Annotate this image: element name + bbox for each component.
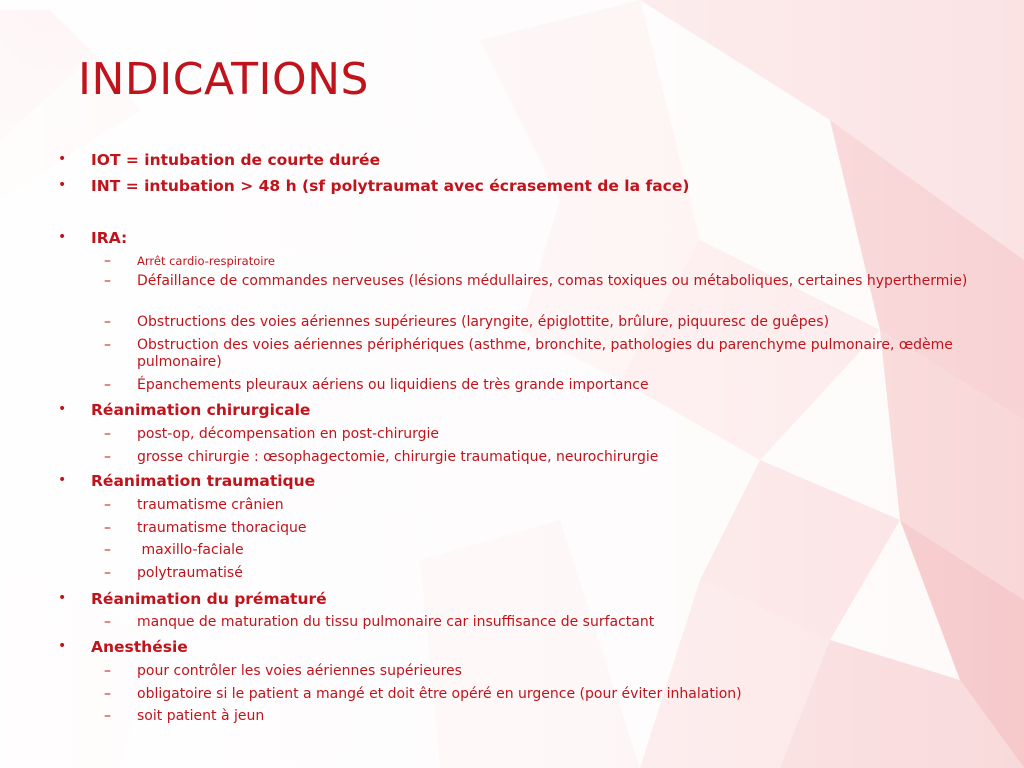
bullet-item: Anesthésie <box>91 638 188 656</box>
bullet-item: Réanimation du prématuré <box>91 590 327 608</box>
dash-marker: – <box>104 542 111 558</box>
sub-item: polytraumatisé <box>137 565 243 581</box>
bullet-item: Réanimation traumatique <box>91 472 316 490</box>
dash-marker: – <box>104 449 111 465</box>
sub-item: pour contrôler les voies aériennes supérieures <box>137 663 462 679</box>
dash-marker: – <box>104 520 111 536</box>
bullet-item: INT = intubation > 48 h (sf polytraumat avec écrasement de la face) <box>91 177 690 195</box>
bullet-item: Réanimation chirurgicale <box>91 401 311 419</box>
sub-item: traumatisme thoracique <box>137 520 307 536</box>
sub-item: Obstructions des voies aériennes supérieures (laryngite, épiglottite, brûlure, piquuresc de guêpes) <box>137 314 830 330</box>
sub-item: post-op, décompensation en post-chirurgie <box>137 426 440 442</box>
dash-marker: – <box>104 614 111 630</box>
bullet-marker: • <box>58 590 67 606</box>
sub-item: Obstruction des voies aériennes périphériques (asthme, bronchite, pathologies du parenchyme pulmonaire, œdème pulmonaire) <box>137 337 953 370</box>
dash-marker: – <box>104 663 111 679</box>
sub-item: Arrêt cardio-respiratoire <box>137 254 275 268</box>
dash-marker: – <box>104 565 111 581</box>
bullet-item: IOT = intubation de courte durée <box>91 151 381 169</box>
sub-item: maxillo-faciale <box>137 542 244 558</box>
dash-marker: – <box>104 708 111 724</box>
sub-item: soit patient à jeun <box>137 708 265 724</box>
dash-marker: – <box>104 426 111 442</box>
bullet-marker: • <box>58 229 67 245</box>
dash-marker: – <box>104 273 111 289</box>
dash-marker: – <box>104 314 111 330</box>
sub-item: Épanchements pleuraux aériens ou liquidiens de très grande importance <box>137 377 649 393</box>
bullet-marker: • <box>58 638 67 654</box>
bullet-marker: • <box>58 472 67 488</box>
sub-item: manque de maturation du tissu pulmonaire car insuffisance de surfactant <box>137 614 655 630</box>
slide-title: INDICATIONS <box>78 54 369 105</box>
bullet-marker: • <box>58 401 67 417</box>
dash-marker: – <box>104 253 111 269</box>
dash-marker: – <box>104 337 111 353</box>
bullet-item: IRA: <box>91 229 128 247</box>
dash-marker: – <box>104 377 111 393</box>
bullet-marker: • <box>58 177 67 193</box>
dash-marker: – <box>104 686 111 702</box>
sub-item: obligatoire si le patient a mangé et doit être opéré en urgence (pour éviter inhalation) <box>137 686 742 702</box>
sub-item: grosse chirurgie : œsophagectomie, chirurgie traumatique, neurochirurgie <box>137 449 659 465</box>
sub-item: Défaillance de commandes nerveuses (lésions médullaires, comas toxiques ou métaboliques, certaines hyperthermie) <box>137 273 968 289</box>
dash-marker: – <box>104 497 111 513</box>
bullet-marker: • <box>58 151 67 167</box>
sub-item: traumatisme crânien <box>137 497 284 513</box>
